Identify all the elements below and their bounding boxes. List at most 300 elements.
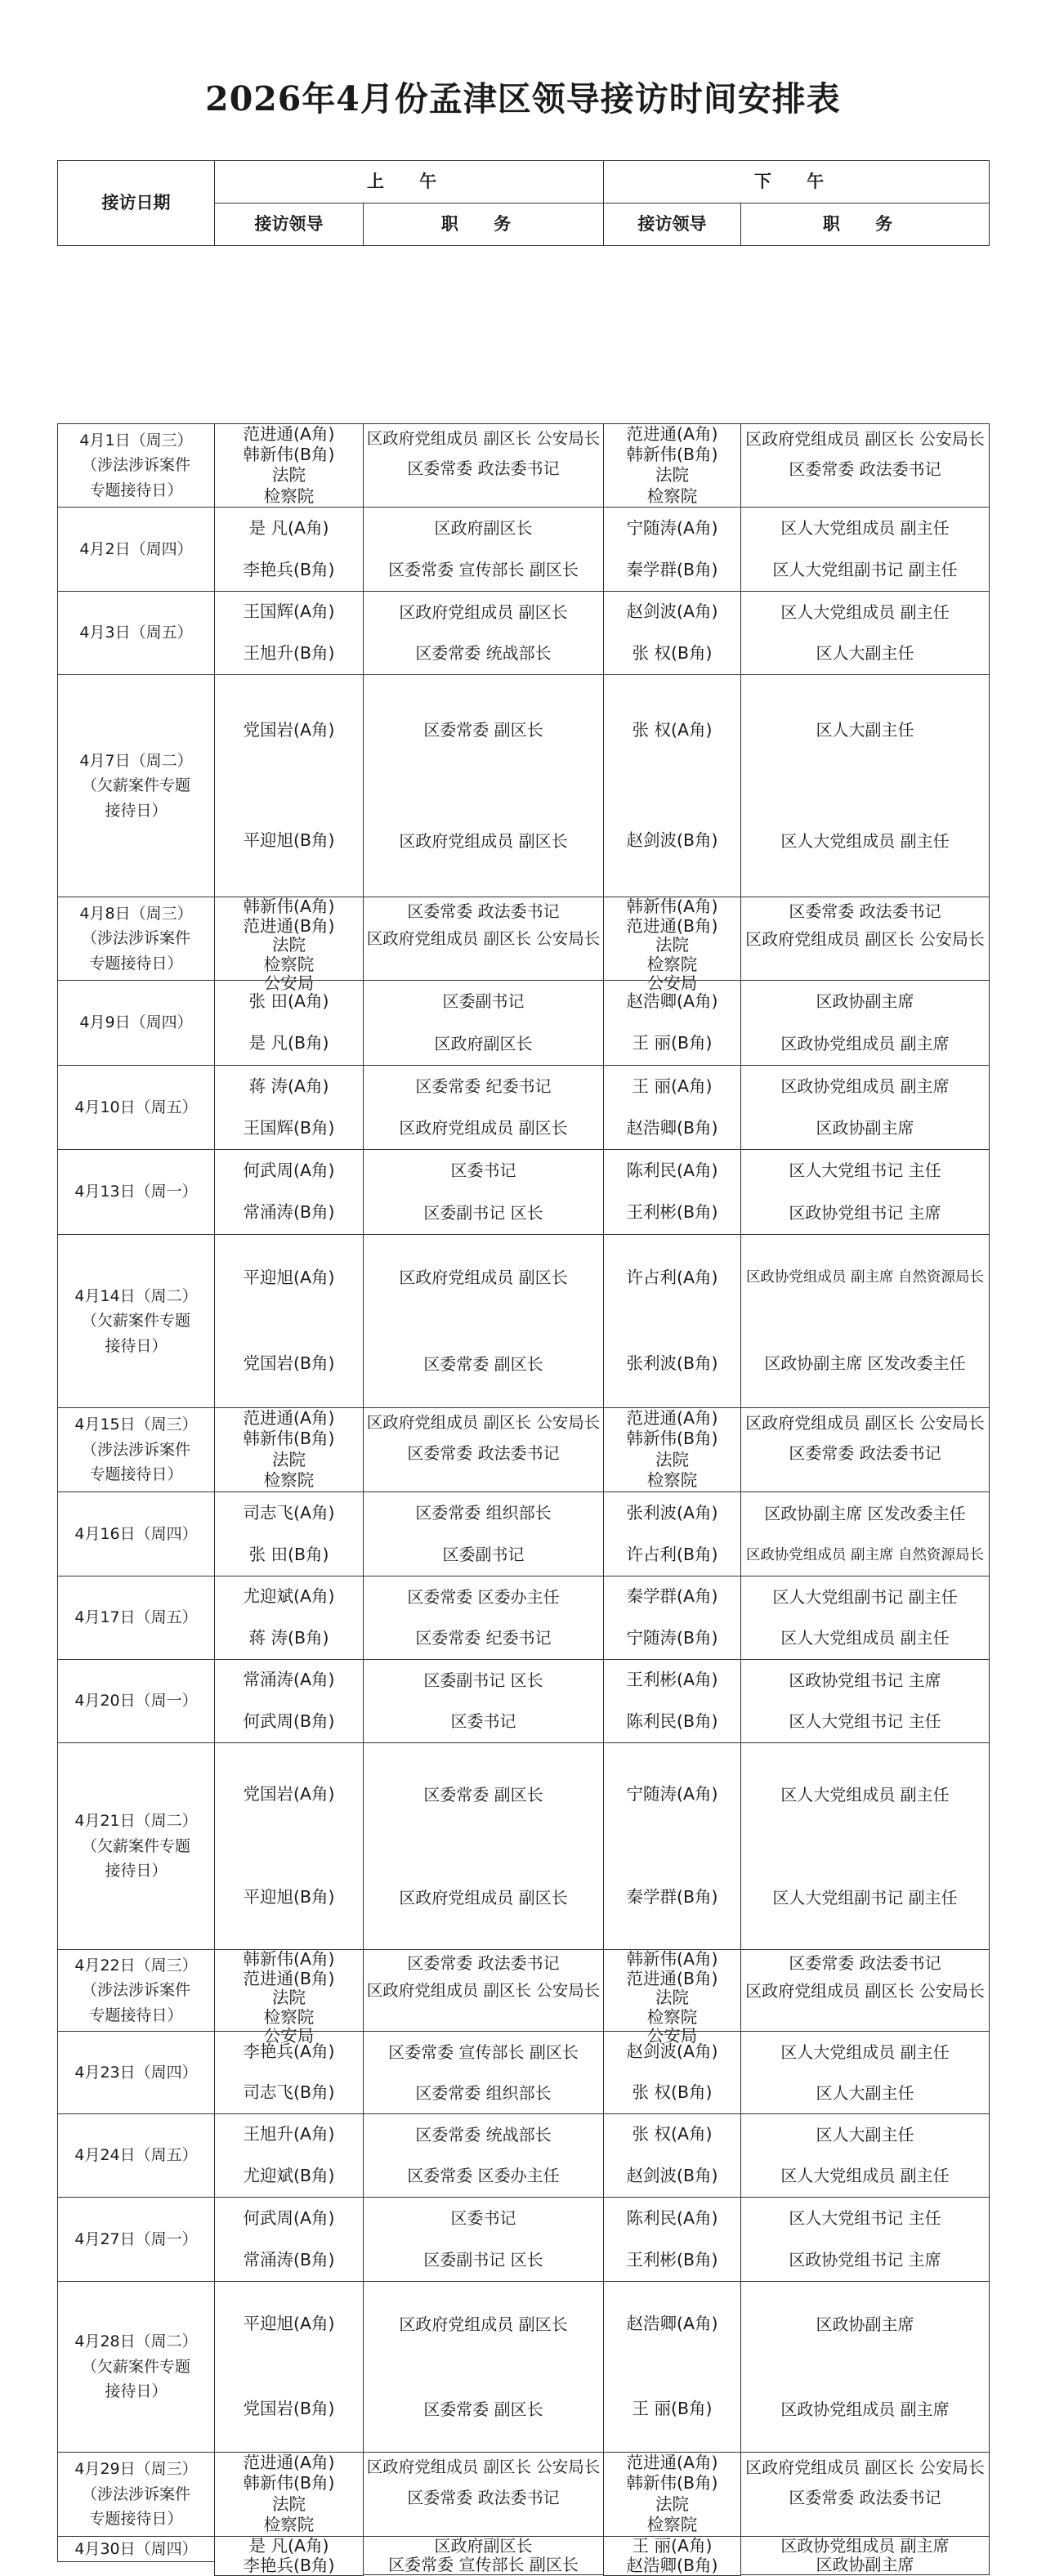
table-row-am-positions bbox=[363, 2536, 604, 2575]
table-row-pm-leaders bbox=[603, 1407, 741, 1492]
leader-name: 公安局 bbox=[646, 2026, 698, 2046]
date-text: 4月23日（周四） bbox=[74, 2063, 198, 2082]
header-am-position-label: 职 务 bbox=[440, 214, 526, 235]
date-text: （涉法涉诉案件 bbox=[81, 1440, 190, 1459]
leader-name: 范进通(A角) bbox=[243, 2452, 335, 2472]
leader-name: 蒋 涛(A角) bbox=[248, 1076, 329, 1096]
leader-name: 检察院 bbox=[263, 2006, 315, 2027]
position-text: 区人大党组副书记 副主任 bbox=[772, 560, 958, 579]
leader-name: 检察院 bbox=[263, 954, 315, 974]
leader-name: 范进通(A角) bbox=[626, 2452, 718, 2472]
position-text: 区人大副主任 bbox=[816, 720, 914, 740]
position-text: 区政协党组成员 副主席 自然资源局长 bbox=[745, 1268, 985, 1286]
table-row-pm-positions bbox=[740, 1949, 990, 2032]
leader-name: 张 田(B角) bbox=[248, 1544, 329, 1564]
leader-name: 秦学群(B角) bbox=[626, 1887, 718, 1907]
position-text: 区政协党组成员 副主席 bbox=[780, 1033, 950, 1053]
table-row-date bbox=[57, 1407, 215, 1492]
position-text: 区人大党组副书记 副主任 bbox=[772, 1586, 958, 1607]
position-text: 区政府党组成员 副区长 bbox=[399, 602, 568, 622]
date-text: 4月28日（周二） bbox=[74, 2332, 198, 2351]
leader-name: 韩新伟(B角) bbox=[243, 2473, 335, 2493]
table-row-am-leaders bbox=[214, 423, 364, 508]
leader-name: 韩新伟(A角) bbox=[243, 1949, 335, 1969]
position-text: 区委副书记 bbox=[442, 1545, 525, 1564]
position-text: 区委常委 区委办主任 bbox=[407, 1586, 560, 1607]
table-row-am-leaders bbox=[214, 1742, 364, 1950]
table-row-pm-positions bbox=[740, 2031, 990, 2114]
position-text: 区政府党组成员 副区长 公安局长 bbox=[745, 1980, 985, 2001]
header-pm-position-label: 职 务 bbox=[822, 214, 908, 235]
position-text: 区政协副主席 bbox=[816, 991, 914, 1012]
position-text: 区委常委 政法委书记 bbox=[407, 901, 560, 921]
table-row-am-positions bbox=[363, 674, 604, 897]
table-row-date bbox=[57, 1234, 215, 1408]
header-morning-label: 上 午 bbox=[366, 172, 452, 192]
table-row-date bbox=[57, 674, 215, 897]
leader-name: 赵浩卿(B角) bbox=[626, 2555, 718, 2575]
date-text: （涉法涉诉案件 bbox=[81, 929, 190, 948]
date-text: 4月30日（周四） bbox=[74, 2540, 198, 2558]
position-text: 区政府党组成员 副区长 bbox=[399, 1887, 568, 1907]
leader-name: 张 权(A角) bbox=[632, 719, 713, 740]
leader-name: 李艳兵(B角) bbox=[243, 2555, 335, 2575]
date-text: 4月14日（周二） bbox=[74, 1286, 198, 1305]
leader-name: 王 丽(A角) bbox=[632, 2536, 713, 2556]
table-row-am-positions bbox=[363, 1576, 604, 1660]
leader-name: 尤迎斌(B角) bbox=[243, 2165, 335, 2185]
date-text: 4月9日（周四） bbox=[79, 1013, 193, 1032]
table-row-pm-positions bbox=[740, 2113, 990, 2198]
leader-name: 平迎旭(A角) bbox=[243, 2314, 335, 2334]
table-row-am-leaders bbox=[214, 1065, 364, 1150]
header-pm-leader-label: 接访领导 bbox=[637, 214, 707, 235]
leader-name: 范进通(B角) bbox=[626, 915, 718, 936]
leader-name: 韩新伟(B角) bbox=[626, 1429, 718, 1449]
leader-name: 韩新伟(B角) bbox=[626, 2473, 718, 2493]
table-row-date bbox=[57, 507, 215, 592]
position-text: 区委常委 政法委书记 bbox=[789, 2488, 941, 2507]
leader-name: 范进通(A角) bbox=[626, 423, 718, 444]
date-text: 4月10日（周五） bbox=[74, 1098, 198, 1116]
position-text: 区政府党组成员 副区长 公安局长 bbox=[745, 1413, 985, 1433]
position-text: 区人大党组副书记 副主任 bbox=[772, 1887, 958, 1907]
leader-name: 司志飞(A角) bbox=[243, 1502, 335, 1523]
leader-name: 陈利民(B角) bbox=[626, 1711, 718, 1731]
header-pm-position bbox=[740, 203, 990, 246]
leader-name: 公安局 bbox=[646, 973, 698, 994]
leader-name: 法院 bbox=[655, 2493, 689, 2514]
date-text: （欠薪案件专题 bbox=[81, 2357, 190, 2376]
table-row-pm-positions bbox=[740, 980, 990, 1066]
leader-name: 平迎旭(A角) bbox=[243, 1267, 335, 1287]
table-row-am-leaders bbox=[214, 897, 364, 994]
table-row-am-positions bbox=[363, 980, 604, 1066]
leader-name: 许占利(B角) bbox=[626, 1544, 718, 1564]
table-row-am-leaders bbox=[214, 2031, 364, 2114]
header-afternoon bbox=[603, 160, 990, 203]
header-date-label: 接访日期 bbox=[101, 193, 171, 213]
leader-name: 检察院 bbox=[263, 485, 315, 506]
leader-name: 检察院 bbox=[646, 2515, 698, 2535]
table-row-am-leaders bbox=[214, 980, 364, 1066]
table-row-am-positions bbox=[363, 1407, 604, 1492]
position-text: 区政府党组成员 副区长 bbox=[399, 830, 568, 851]
leader-name: 检察院 bbox=[646, 2006, 698, 2027]
date-text: （欠薪案件专题 bbox=[81, 1312, 190, 1330]
leader-name: 赵剑波(A角) bbox=[626, 602, 718, 622]
table-row-pm-leaders bbox=[603, 1576, 741, 1660]
leader-name: 张 田(A角) bbox=[248, 991, 329, 1011]
leader-name: 平迎旭(B角) bbox=[243, 830, 335, 851]
date-text: 4月13日（周一） bbox=[74, 1183, 198, 1201]
leader-name: 法院 bbox=[655, 1449, 689, 1469]
position-text: 区人大党组书记 主任 bbox=[789, 2208, 941, 2228]
leader-name: 张 权(B角) bbox=[632, 2082, 713, 2103]
date-text: 4月24日（周五） bbox=[74, 2146, 198, 2165]
leader-name: 秦学群(A角) bbox=[626, 1586, 718, 1607]
date-text: 接待日） bbox=[105, 2382, 168, 2401]
table-row-date bbox=[57, 2452, 215, 2537]
table-row-am-positions bbox=[363, 1491, 604, 1576]
leader-name: 宁随涛(A角) bbox=[626, 517, 718, 538]
leader-name: 宁随涛(A角) bbox=[626, 1784, 718, 1805]
date-text: 4月7日（周二） bbox=[79, 751, 193, 770]
position-text: 区人大党组成员 副主任 bbox=[780, 830, 950, 851]
table-row-am-leaders bbox=[214, 1576, 364, 1660]
position-text: 区政府党组成员 副区长 公安局长 bbox=[745, 2457, 985, 2477]
table-row-am-positions bbox=[363, 1149, 604, 1235]
table-row-date bbox=[57, 897, 215, 981]
position-text: 区政协党组成员 副主席 bbox=[780, 2536, 950, 2556]
table-row-date bbox=[57, 2031, 215, 2114]
leader-name: 王利彬(B角) bbox=[626, 2249, 718, 2270]
leader-name: 法院 bbox=[655, 465, 689, 485]
position-text: 区委常委 副区长 bbox=[423, 1784, 543, 1805]
position-text: 区委常委 宣传部长 副区长 bbox=[388, 560, 579, 579]
position-text: 区政府党组成员 副区长 公安局长 bbox=[366, 2457, 601, 2477]
leader-name: 是 凡(A角) bbox=[248, 2536, 329, 2556]
table-row-am-leaders bbox=[214, 2452, 364, 2537]
table-row-pm-leaders bbox=[603, 423, 741, 508]
table-row-pm-leaders bbox=[603, 1949, 741, 2046]
leader-name: 司志飞(B角) bbox=[243, 2082, 335, 2103]
table-row-pm-positions bbox=[740, 2536, 990, 2575]
table-row-pm-leaders bbox=[603, 2031, 741, 2114]
table-row-am-positions bbox=[363, 507, 604, 592]
date-text: 4月1日（周三） bbox=[79, 431, 193, 449]
leader-name: 范进通(A角) bbox=[243, 1407, 335, 1428]
leader-name: 法院 bbox=[272, 1988, 306, 2008]
table-row-am-leaders bbox=[214, 2281, 364, 2453]
position-text: 区人大党组成员 副主任 bbox=[780, 1784, 950, 1805]
leader-name: 张 权(B角) bbox=[632, 642, 713, 663]
leader-name: 许占利(A角) bbox=[626, 1267, 718, 1287]
position-text: 区委副书记 区长 bbox=[423, 2250, 543, 2270]
table-row-am-leaders bbox=[214, 1949, 364, 2046]
table-row-am-positions bbox=[363, 1234, 604, 1408]
table-row-pm-leaders bbox=[603, 507, 741, 592]
table-row-pm-leaders bbox=[603, 2452, 741, 2537]
table-row-am-leaders bbox=[214, 2197, 364, 2282]
table-row-pm-positions bbox=[740, 1407, 990, 1492]
position-text: 区委书记 bbox=[450, 1161, 516, 1181]
leader-name: 韩新伟(A角) bbox=[626, 1949, 718, 1969]
position-text: 区人大党组成员 副主任 bbox=[780, 602, 950, 622]
position-text: 区委常委 副区长 bbox=[423, 720, 543, 740]
date-text: 4月22日（周三） bbox=[74, 1956, 198, 1974]
date-text: （欠薪案件专题 bbox=[81, 1836, 190, 1855]
leader-name: 张利波(B角) bbox=[626, 1353, 718, 1374]
table-row-am-positions bbox=[363, 2452, 604, 2537]
table-row-pm-positions bbox=[740, 2281, 990, 2453]
leader-name: 王 丽(A角) bbox=[632, 1076, 713, 1096]
position-text: 区政府党组成员 副区长 公安局长 bbox=[366, 428, 601, 448]
date-text: 4月21日（周二） bbox=[74, 1812, 198, 1831]
leader-name: 韩新伟(B角) bbox=[626, 445, 718, 465]
leader-name: 赵浩卿(B角) bbox=[626, 1117, 718, 1138]
date-text: 4月17日（周五） bbox=[74, 1608, 198, 1627]
date-text: 专题接待日） bbox=[89, 1465, 183, 1484]
leader-name: 赵剑波(A角) bbox=[626, 2042, 718, 2062]
header-am-position bbox=[363, 203, 604, 246]
table-row-date bbox=[57, 2113, 215, 2198]
leader-name: 检察院 bbox=[263, 1470, 315, 1491]
table-row-am-positions bbox=[363, 1065, 604, 1150]
table-row-pm-positions bbox=[740, 1576, 990, 1660]
position-text: 区政协党组书记 主席 bbox=[789, 2250, 941, 2270]
leader-name: 尤迎斌(A角) bbox=[243, 1586, 335, 1607]
position-text: 区委副书记 bbox=[442, 991, 525, 1012]
position-text: 区政府党组成员 副区长 公安局长 bbox=[745, 428, 985, 449]
leader-name: 法院 bbox=[272, 935, 306, 955]
table-row-am-leaders bbox=[214, 1491, 364, 1576]
table-row-pm-leaders bbox=[603, 1659, 741, 1743]
leader-name: 赵浩卿(A角) bbox=[626, 991, 718, 1011]
header-date bbox=[57, 160, 215, 246]
position-text: 区政府党组成员 副区长 bbox=[399, 1118, 568, 1138]
position-text: 区委常委 统战部长 bbox=[415, 2124, 552, 2144]
position-text: 区委常委 纪委书记 bbox=[415, 1628, 552, 1648]
position-text: 区政府党组成员 副区长 公安局长 bbox=[366, 1981, 601, 2001]
table-row-date bbox=[57, 423, 215, 508]
table-row-am-positions bbox=[363, 1742, 604, 1950]
position-text: 区人大副主任 bbox=[816, 2082, 914, 2103]
position-text: 区委常委 政法委书记 bbox=[789, 1953, 941, 1974]
position-text: 区政协副主席 bbox=[816, 1118, 914, 1138]
leader-name: 党国岩(A角) bbox=[243, 1784, 335, 1805]
position-text: 区委常委 政法委书记 bbox=[407, 1953, 560, 1974]
table-row-date bbox=[57, 1659, 215, 1743]
header-pm-leader bbox=[603, 203, 741, 246]
position-text: 区政府副区长 bbox=[434, 2536, 533, 2556]
date-text: 4月8日（周三） bbox=[79, 904, 193, 923]
position-text: 区政协党组成员 副主席 bbox=[780, 2399, 950, 2419]
leader-name: 公安局 bbox=[263, 973, 315, 994]
leader-name: 范进通(B角) bbox=[243, 1968, 335, 1988]
table-row-am-leaders bbox=[214, 1659, 364, 1743]
date-text: 接待日） bbox=[105, 1862, 168, 1881]
position-text: 区委常委 组织部长 bbox=[415, 2082, 552, 2103]
date-text: 接待日） bbox=[105, 801, 168, 820]
table-row-am-leaders bbox=[214, 2536, 364, 2576]
leader-name: 蒋 涛(B角) bbox=[248, 1627, 329, 1648]
leader-name: 何武周(A角) bbox=[243, 2207, 335, 2228]
date-text: （涉法涉诉案件 bbox=[81, 1981, 190, 2000]
date-text: 4月3日（周五） bbox=[79, 624, 193, 642]
position-text: 区政府党组成员 副区长 bbox=[399, 2314, 568, 2334]
table-row-am-leaders bbox=[214, 507, 364, 592]
leader-name: 党国岩(B角) bbox=[243, 1353, 335, 1374]
table-row-pm-positions bbox=[740, 2197, 990, 2282]
table-row-date bbox=[57, 2281, 215, 2453]
leader-name: 王旭升(A角) bbox=[243, 2124, 335, 2144]
table-row-pm-leaders bbox=[603, 591, 741, 675]
table-row-am-leaders bbox=[214, 674, 364, 897]
leader-name: 范进通(B角) bbox=[626, 1968, 718, 1988]
table-row-pm-positions bbox=[740, 897, 990, 981]
header-morning bbox=[214, 160, 604, 203]
table-row-pm-leaders bbox=[603, 2281, 741, 2453]
table-row-pm-leaders bbox=[603, 980, 741, 1066]
table-row-am-positions bbox=[363, 423, 604, 508]
table-row-pm-positions bbox=[740, 1742, 990, 1950]
leader-name: 检察院 bbox=[646, 485, 698, 506]
table-row-pm-leaders bbox=[603, 2113, 741, 2198]
position-text: 区政府党组成员 副区长 公安局长 bbox=[366, 1413, 601, 1433]
table-row-date bbox=[57, 1742, 215, 1950]
leader-name: 王旭升(B角) bbox=[243, 642, 335, 663]
date-text: 4月16日（周四） bbox=[74, 1524, 198, 1543]
table-row-pm-leaders bbox=[603, 674, 741, 897]
leader-name: 范进通(A角) bbox=[243, 423, 335, 444]
position-text: 区委书记 bbox=[450, 1711, 516, 1732]
leader-name: 检察院 bbox=[646, 954, 698, 974]
leader-name: 检察院 bbox=[263, 2515, 315, 2535]
position-text: 区政府副区长 bbox=[434, 518, 533, 538]
table-row-pm-positions bbox=[740, 507, 990, 592]
leader-name: 常涌涛(B角) bbox=[243, 2249, 335, 2270]
leader-name: 王利彬(A角) bbox=[626, 1670, 718, 1690]
table-row-date bbox=[57, 980, 215, 1066]
leader-name: 法院 bbox=[655, 935, 689, 955]
position-text: 区政府党组成员 副区长 公安局长 bbox=[745, 928, 985, 949]
position-text: 区人大党组书记 主任 bbox=[789, 1161, 941, 1181]
leader-name: 党国岩(B角) bbox=[243, 2399, 335, 2419]
table-row-pm-positions bbox=[740, 1149, 990, 1235]
position-text: 区人大党组书记 主任 bbox=[789, 1711, 941, 1732]
header-am-leader bbox=[214, 203, 364, 246]
leader-name: 王 丽(B角) bbox=[632, 1033, 713, 1053]
position-text: 区政协党组书记 主席 bbox=[789, 1670, 941, 1690]
leader-name: 王国辉(A角) bbox=[243, 602, 335, 622]
position-text: 区政协副主席 bbox=[816, 2555, 914, 2574]
table-row-pm-positions bbox=[740, 2452, 990, 2537]
leader-name: 平迎旭(B角) bbox=[243, 1887, 335, 1907]
position-text: 区人大党组成员 副主任 bbox=[780, 2166, 950, 2186]
leader-name: 赵剑波(B角) bbox=[626, 2165, 718, 2185]
table-row-am-positions bbox=[363, 897, 604, 981]
header-afternoon-label: 下 午 bbox=[753, 172, 839, 192]
position-text: 区委常委 副区长 bbox=[423, 1353, 543, 1374]
table-row-am-positions bbox=[363, 2113, 604, 2198]
leader-name: 党国岩(A角) bbox=[243, 719, 335, 740]
table-row-pm-leaders bbox=[603, 2197, 741, 2282]
position-text: 区人大党组成员 副主任 bbox=[780, 2042, 950, 2062]
leader-name: 赵剑波(B角) bbox=[626, 830, 718, 851]
date-text: 接待日） bbox=[105, 1336, 168, 1355]
position-text: 区政协副主席 区发改委主任 bbox=[764, 1353, 966, 1374]
position-text: 区政府党组成员 副区长 公安局长 bbox=[366, 928, 601, 948]
leader-name: 检察院 bbox=[646, 1470, 698, 1491]
table-row-pm-positions bbox=[740, 1065, 990, 1150]
leader-name: 法院 bbox=[272, 1449, 306, 1469]
position-text: 区委副书记 区长 bbox=[423, 1670, 543, 1690]
table-row-pm-leaders bbox=[603, 1491, 741, 1576]
position-text: 区委常委 政法委书记 bbox=[407, 1442, 560, 1463]
table-row-pm-leaders bbox=[603, 1234, 741, 1408]
table-row-date bbox=[57, 591, 215, 675]
date-text: 专题接待日） bbox=[89, 481, 183, 499]
date-text: 4月2日（周四） bbox=[79, 539, 193, 558]
leader-name: 是 凡(B角) bbox=[248, 1033, 329, 1053]
date-text: 4月29日（周三） bbox=[74, 2460, 198, 2479]
table-row-am-leaders bbox=[214, 1149, 364, 1235]
table-row-am-positions bbox=[363, 1949, 604, 2032]
leader-name: 王国辉(B角) bbox=[243, 1117, 335, 1138]
date-text: （涉法涉诉案件 bbox=[81, 456, 190, 475]
position-text: 区委常委 宣传部长 副区长 bbox=[388, 2555, 579, 2574]
table-row-date bbox=[57, 1576, 215, 1660]
position-text: 区委常委 宣传部长 副区长 bbox=[388, 2042, 579, 2062]
page-title: 2026年4月份孟津区领导接访时间安排表 bbox=[205, 79, 841, 119]
position-text: 区委常委 政法委书记 bbox=[789, 1443, 941, 1463]
table-row-am-leaders bbox=[214, 591, 364, 675]
table-row-date bbox=[57, 1149, 215, 1235]
date-text: 4月27日（周一） bbox=[74, 2229, 198, 2248]
table-row-pm-leaders bbox=[603, 1149, 741, 1235]
position-text: 区政府副区长 bbox=[434, 1033, 533, 1053]
leader-name: 公安局 bbox=[263, 2026, 315, 2046]
table-row-am-leaders bbox=[214, 2113, 364, 2198]
leader-name: 陈利民(A角) bbox=[626, 2207, 718, 2228]
date-text: 专题接待日） bbox=[89, 2510, 183, 2529]
position-text: 区委常委 政法委书记 bbox=[789, 458, 941, 479]
leader-name: 范进通(A角) bbox=[626, 1407, 718, 1428]
table-row-pm-leaders bbox=[603, 2536, 741, 2576]
leader-name: 张利波(A角) bbox=[626, 1502, 718, 1523]
table-row-pm-positions bbox=[740, 1234, 990, 1408]
header-am-leader-label: 接访领导 bbox=[254, 214, 324, 235]
leader-name: 秦学群(B角) bbox=[626, 559, 718, 579]
date-text: （欠薪案件专题 bbox=[81, 776, 190, 795]
table-row-am-positions bbox=[363, 2281, 604, 2453]
position-text: 区委常委 政法委书记 bbox=[789, 901, 941, 921]
leader-name: 何武周(B角) bbox=[243, 1711, 335, 1731]
position-text: 区政府党组成员 副区长 bbox=[399, 1268, 568, 1288]
table-row-date bbox=[57, 1491, 215, 1576]
leader-name: 韩新伟(A角) bbox=[626, 897, 718, 916]
leader-name: 陈利民(A角) bbox=[626, 1160, 718, 1180]
leader-name: 法院 bbox=[272, 2493, 306, 2514]
leader-name: 王利彬(B角) bbox=[626, 1202, 718, 1223]
table-row-pm-positions bbox=[740, 674, 990, 897]
leader-name: 王 丽(B角) bbox=[632, 2399, 713, 2419]
position-text: 区政协副主席 bbox=[816, 2314, 914, 2334]
position-text: 区委常委 政法委书记 bbox=[407, 458, 560, 479]
position-text: 区政协党组书记 主席 bbox=[789, 1202, 941, 1223]
date-text: （涉法涉诉案件 bbox=[81, 2484, 190, 2503]
